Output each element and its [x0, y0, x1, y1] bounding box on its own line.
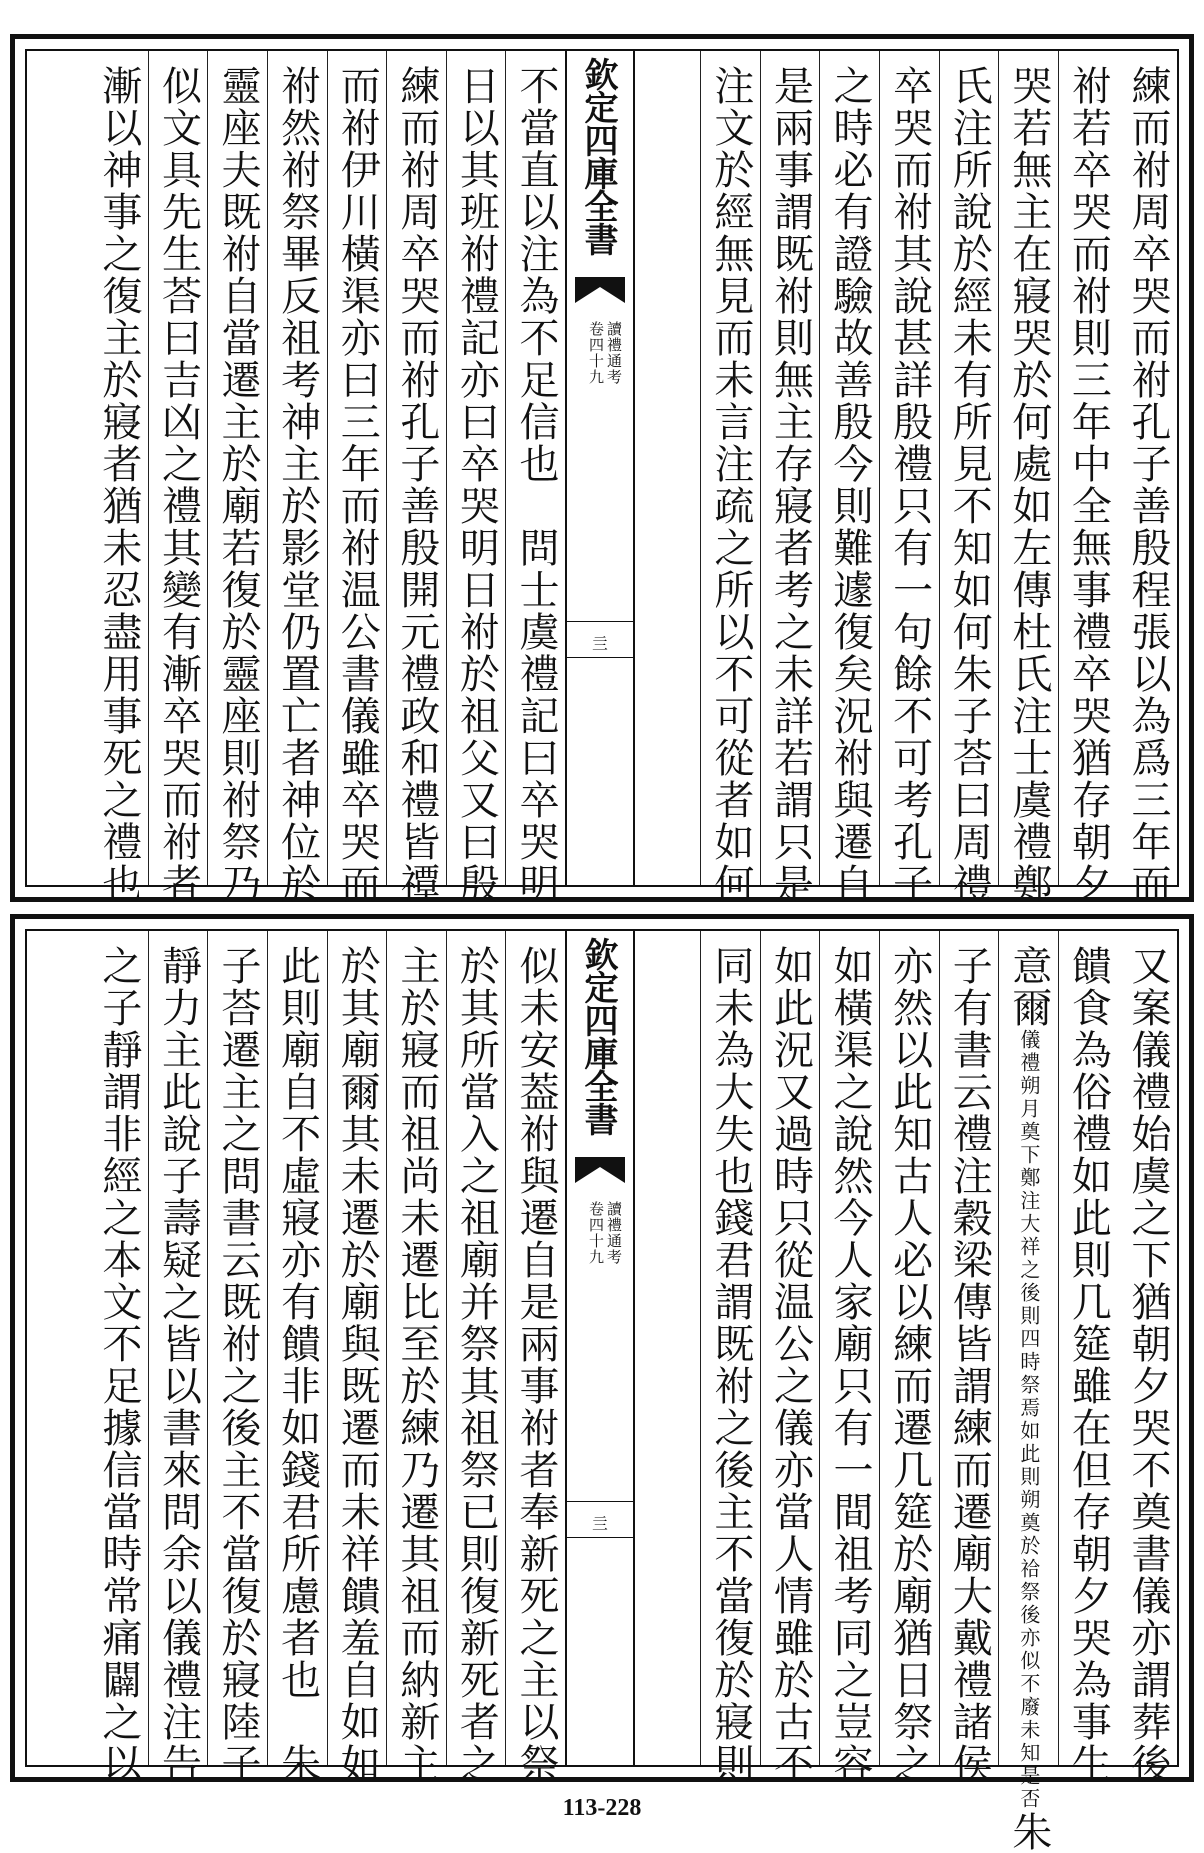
- top-leaf: [10, 34, 1194, 905]
- text-column: 卒哭而祔其說甚詳殷禮只有一句餘不可考孔子: [879, 51, 939, 885]
- top-fore-edge: [565, 51, 635, 885]
- leaf-number: 亖: [591, 634, 608, 653]
- top-leaf-frame: [25, 49, 1179, 905]
- collection-title: 欽定四庫全書: [578, 937, 618, 1135]
- volume-label: 卷四十九: [587, 1201, 605, 1265]
- text-column: 於其廟爾其未遷於廟與既遷而未祥饋羞自如如: [327, 931, 387, 1765]
- interlinear-note: 儀禮朔月奠下鄭注大祥之後則四時祭焉如此則朔奠於祫祭後亦似不廢未知是否: [1016, 1029, 1041, 1811]
- text-column: 又案儀禮始虞之下猶朝夕哭不奠書儀亦謂葬後: [1125, 945, 1171, 1785]
- text-column: 祔若卒哭而祔則三年中全無事禮卒哭猶存朝夕: [1058, 51, 1118, 885]
- text-column: 靜力主此說子壽疑之皆以書來問余以儀禮注告: [148, 931, 208, 1765]
- text-column: 氏注所說於經未有所見不知如何朱子荅曰周禮: [939, 51, 999, 885]
- fishtail-mark-icon: [575, 1157, 625, 1183]
- text-column: 子荅遷主之問書云既祔之後主不當復於寢陸子: [207, 931, 267, 1765]
- text-column: 主於寢而祖尚未遷比至於練乃遷其祖而納新主: [386, 931, 446, 1765]
- book-title: 讀禮通考: [605, 321, 623, 385]
- text-column: 不當直以注為不足信也 問士虞禮記曰卒哭明: [505, 51, 565, 885]
- text-column: 是兩事謂既祔則無主存寢者考之未詳若謂只是: [760, 51, 820, 885]
- text-column: 於其所當入之祖廟并祭其祖祭已則復新死者之: [446, 931, 506, 1765]
- text-column: 饋食為俗禮如此則几筵雖在但存朝夕哭為事生: [1058, 931, 1118, 1765]
- collection-title: 欽定四庫全書: [578, 57, 618, 255]
- text-column: 如橫渠之說然今人家廟只有一間祖考同之豈容: [819, 931, 879, 1765]
- fore-edge-rule: [567, 657, 633, 658]
- text-column: 注文於經無見而未言注疏之所以不可從者如何: [700, 51, 760, 885]
- text-column: 祔然祔祭畢反祖考神主於影堂仍置亡者神位於: [267, 51, 327, 885]
- top-right-half: [639, 51, 1177, 905]
- leaf-number: 亖: [591, 1514, 608, 1533]
- text-column: 漸以神事之復主於寢者猶未忍盡用事死之禮也: [95, 65, 142, 905]
- text-column: 子有書云禮注穀梁傳皆謂練而遷廟大戴禮諸侯: [939, 931, 999, 1765]
- fore-edge-rule: [567, 1537, 633, 1538]
- text-column: 似未安葢祔與遷自是兩事祔者奉新死之主以祭: [505, 931, 565, 1765]
- fishtail-mark-icon: [575, 277, 625, 303]
- book-title: 讀禮通考: [605, 1201, 623, 1265]
- column-text: 意爾: [1005, 945, 1052, 1029]
- text-column: 如此況又過時只從温公之儀亦當人情雖於古不: [760, 931, 820, 1765]
- fore-edge-rule: [567, 621, 633, 622]
- text-column: 練而祔周卒哭而祔孔子善殷程張以為爲三年而: [1125, 65, 1171, 905]
- column-text: 朱: [1005, 1811, 1052, 1853]
- text-column: 而祔伊川橫渠亦曰三年而祔温公書儀雖卒哭而: [327, 51, 387, 885]
- bottom-left-half: [27, 931, 565, 1785]
- volume-label: 卷四十九: [587, 321, 605, 385]
- bottom-fore-edge: [565, 931, 635, 1765]
- page-number: 113-228: [562, 1795, 642, 1821]
- text-column: 靈座夫既祔自當遷主於廟若復於靈座則祔祭乃: [207, 51, 267, 885]
- text-column: 同未為大失也錢君謂既祔之後主不當復於寢則: [700, 931, 760, 1765]
- text-column: 哭若無主在寢哭於何處如左傳杜氏注士虞禮鄭: [998, 51, 1058, 885]
- text-column: 似文具先生荅曰吉凶之禮其變有漸卒哭而祔者: [148, 51, 208, 885]
- fore-edge-rule: [567, 1501, 633, 1502]
- text-column: 亦然以此知古人必以練而遷几筵於廟猶日祭之: [879, 931, 939, 1765]
- text-column: 之子靜謂非經之本文不足據信當時常痛闢之以: [95, 945, 142, 1785]
- bottom-right-half: [639, 931, 1177, 1853]
- text-column: 此則廟自不虛寢亦有饋非如錢君所慮者也 朱: [267, 931, 327, 1765]
- text-column-with-note: [998, 931, 1058, 1853]
- text-column: 練而祔周卒哭而祔孔子善殷開元禮政和禮皆禫: [386, 51, 446, 885]
- text-column: 之時必有證驗故善殷今則難遽復矣況祔與遷自: [819, 51, 879, 885]
- text-column: 日以其班祔禮記亦曰卒哭明日祔於祖父又曰殷: [446, 51, 506, 885]
- top-left-half: [27, 51, 565, 905]
